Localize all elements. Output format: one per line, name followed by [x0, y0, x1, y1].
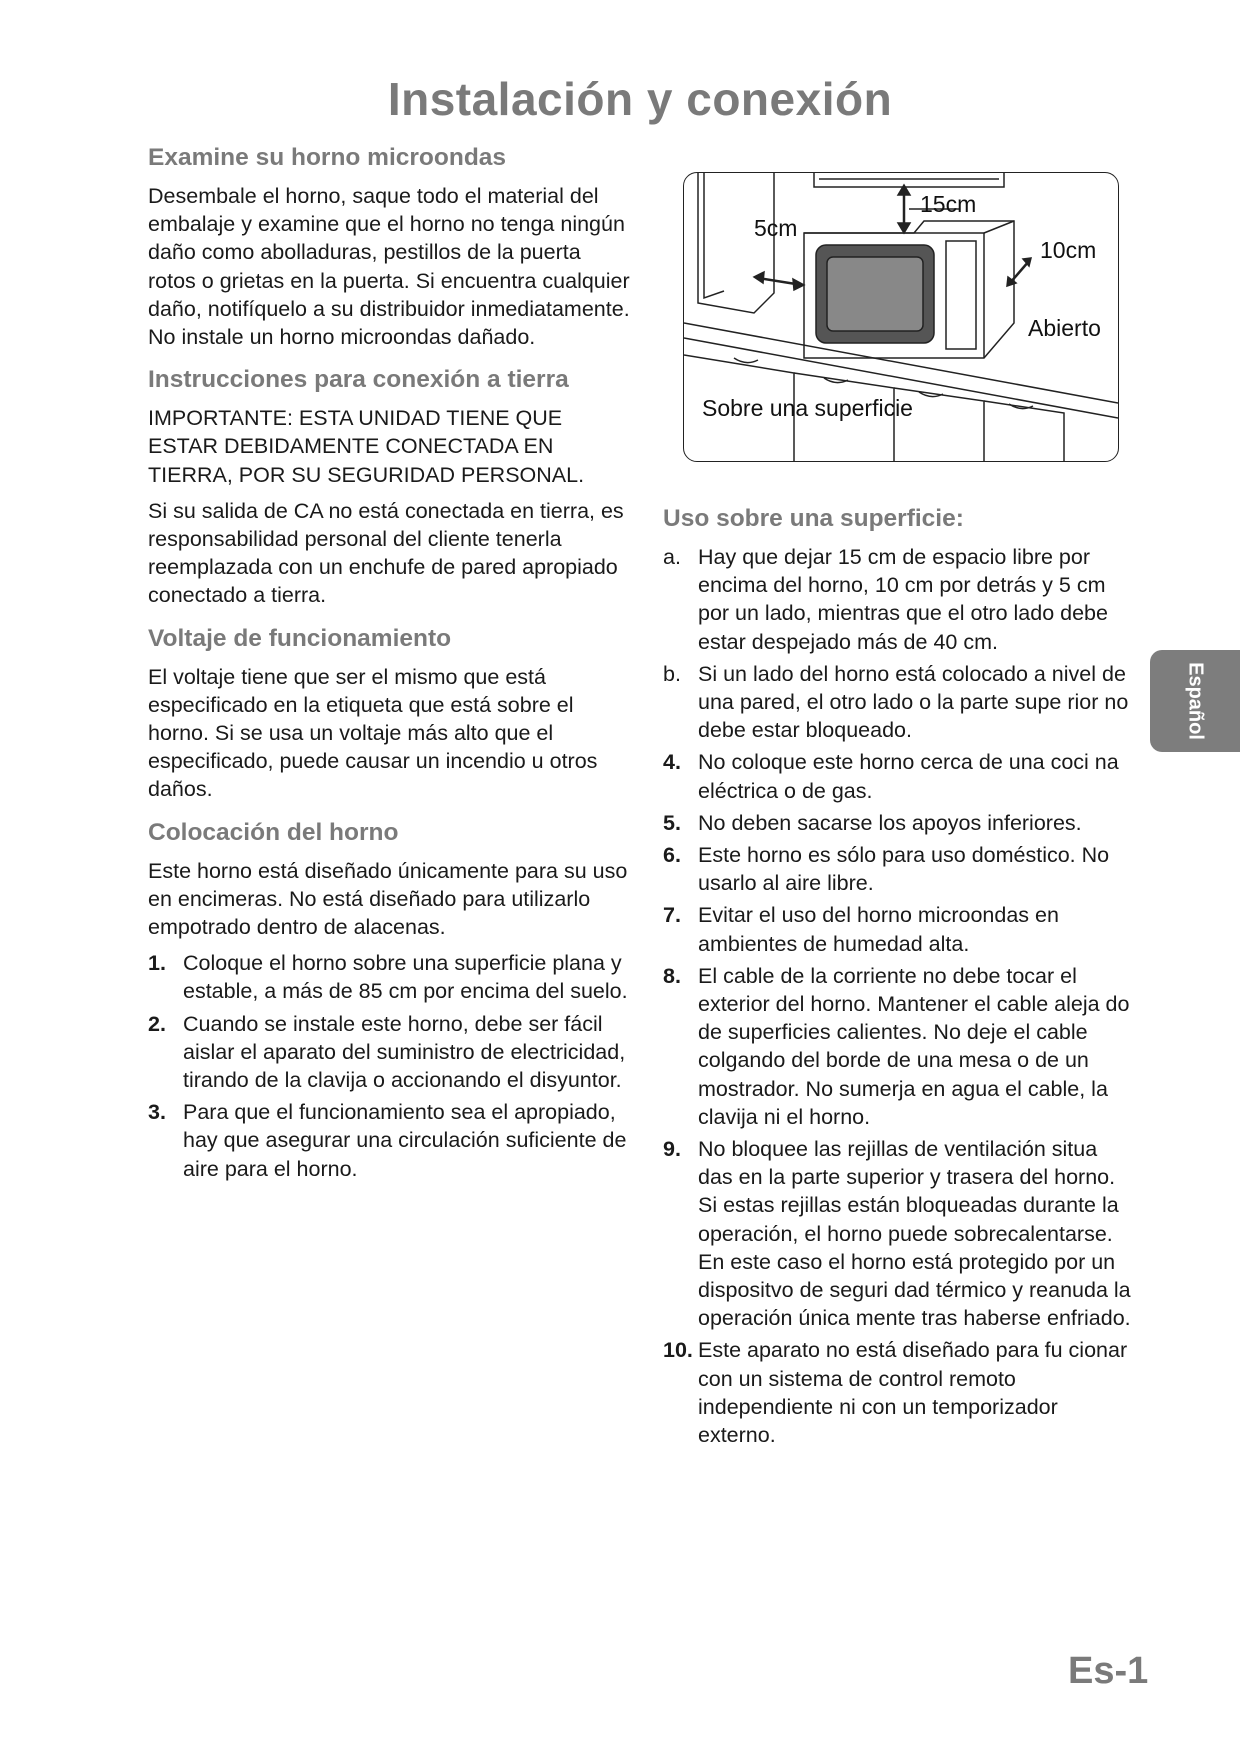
list-item — [148, 1010, 630, 1095]
page-title: Instalación y conexión — [387, 73, 893, 125]
list-number: 7. — [663, 903, 681, 928]
list-number: 9. — [663, 1137, 681, 1162]
right-column — [663, 504, 1133, 1463]
list-item — [663, 901, 1133, 957]
list-item — [663, 748, 1133, 804]
section-placement — [148, 818, 630, 1183]
list-number: 2. — [148, 1011, 166, 1036]
list-number: 4. — [663, 750, 681, 775]
text-ground-important: IMPORTANTE: ESTA UNIDAD TIENE QUE ESTAR DEBIDAMENTE CONECTADA EN TIERRA, POR SU SEGURIDAD PERSONAL. — [148, 406, 585, 487]
text-ground: Si su salida de CA no está conectada en tierra, es responsabilidad personal del cliente tenerla reemplazada con un enchufe de pared apropiado conectado a tierra. — [148, 498, 624, 608]
list-number: b. — [663, 661, 681, 686]
list-item — [148, 1098, 630, 1183]
left-column — [148, 143, 630, 1197]
list-text: No deben sacarse los apoyos inferiores. — [698, 810, 1082, 835]
list-item — [663, 841, 1133, 897]
list-text: Este aparato no está diseñado para fu cionar con un sistema de control remoto independiente ni con un temporizador externo. — [698, 1338, 1128, 1448]
list-text: Coloque el horno sobre una superficie plana y estable, a más de 85 cm por encima del suelo. — [183, 951, 628, 1004]
heading-voltage: Voltaje de funcionamiento — [148, 624, 452, 652]
list-item — [663, 962, 1133, 1131]
section-examine — [148, 143, 630, 351]
text-voltage: El voltaje tiene que ser el mismo que está especificado en la etiqueta que está sobre el horno. Si se usa un voltaje más alto que el especificado, puede causar un incendio u otros daños. — [148, 664, 598, 802]
surface-list — [663, 543, 1133, 1449]
section-surface — [663, 504, 1133, 1449]
language-tab-label: Español — [1184, 662, 1207, 740]
list-number: 5. — [663, 810, 681, 835]
placement-list — [148, 949, 630, 1183]
list-item — [663, 660, 1133, 745]
list-item — [663, 1135, 1133, 1332]
list-text: Si un lado del horno está colocado a nivel de una pared, el otro lado o la parte supe rior no debe estar bloqueado. — [698, 661, 1129, 743]
list-text: Evitar el uso del horno microondas en ambientes de humedad alta. — [698, 903, 1059, 956]
list-text: No coloque este horno cerca de una coci na eléctrica o de gas. — [698, 750, 1119, 803]
list-item — [148, 949, 630, 1005]
list-text: Para que el funcionamiento sea el apropiado, hay que asegurar una circulación suficiente de aire para el horno. — [183, 1100, 627, 1181]
label-top-clearance: 15cm — [920, 191, 977, 217]
language-tab — [1150, 650, 1240, 752]
heading-examine: Examine su horno microondas — [148, 144, 507, 171]
list-text: Cuando se instale este horno, debe ser fácil aislar el aparato del suministro de electricidad, tirando de la clavija o accionando el disyuntor. — [183, 1011, 626, 1093]
list-text: No bloquee las rejillas de ventilación situa das en la parte superior y trasera del horno. Si estas rejillas están bloqueadas durante la operación, el horno puede sobrecalentarse. En este caso el horno está protegido por un dispositvo de seguri dad térmico y reanuda la operación única mente tras haberse enfriado. — [698, 1137, 1131, 1331]
text-examine: Desembale el horno, saque todo el material del embalaje y examine que el horno no tenga ningún daño como abolladuras, pestillos de la puerta rotos o grietas en la puerta. Si encuentra cualquier daño, notifíquelo a su distribuidor inmediatamente. No instale un horno microondas dañado. — [148, 184, 630, 350]
list-number: 3. — [148, 1100, 166, 1125]
list-text: Este horno es sólo para uso doméstico. No usarlo al aire libre. — [698, 843, 1110, 896]
list-item — [663, 809, 1133, 837]
list-number: 1. — [148, 951, 166, 976]
list-text: El cable de la corriente no debe tocar el exterior del horno. Mantener el cable aleja do de superficies calientes. No deje el cable colgando del borde de una mesa o de un mostrador. No sumerja en agua el cable, la clavija ni el horno. — [698, 963, 1130, 1129]
page-number: Es-1 — [1068, 1650, 1149, 1692]
text-placement: Este horno está diseñado únicamente para su uso en encimeras. No está diseñado para utilizarlo empotrado dentro de alacenas. — [148, 858, 628, 940]
heading-surface: Uso sobre una superficie: — [663, 505, 964, 532]
label-back-clearance: 10cm — [1040, 237, 1097, 263]
label-open-side: Abierto — [1028, 315, 1101, 341]
list-item — [663, 543, 1133, 656]
heading-placement: Colocación del horno — [148, 818, 399, 846]
list-text: Hay que dejar 15 cm de espacio libre por encima del horno, 10 cm por detrás y 5 cm por un lado, mientras que el otro lado debe estar despejado más de 40 cm. — [698, 545, 1108, 654]
section-ground — [148, 365, 630, 609]
list-number: 8. — [663, 963, 681, 988]
list-number: a. — [663, 545, 681, 569]
microwave-clearance-figure — [683, 172, 1119, 462]
list-number: 6. — [663, 843, 681, 868]
section-voltage — [148, 624, 630, 804]
list-number: 10. — [663, 1338, 693, 1363]
heading-ground: Instrucciones para conexión a tierra — [148, 366, 569, 394]
list-item — [663, 1336, 1133, 1449]
label-surface: Sobre una superficie — [702, 395, 913, 421]
label-side-clearance: 5cm — [754, 215, 798, 241]
